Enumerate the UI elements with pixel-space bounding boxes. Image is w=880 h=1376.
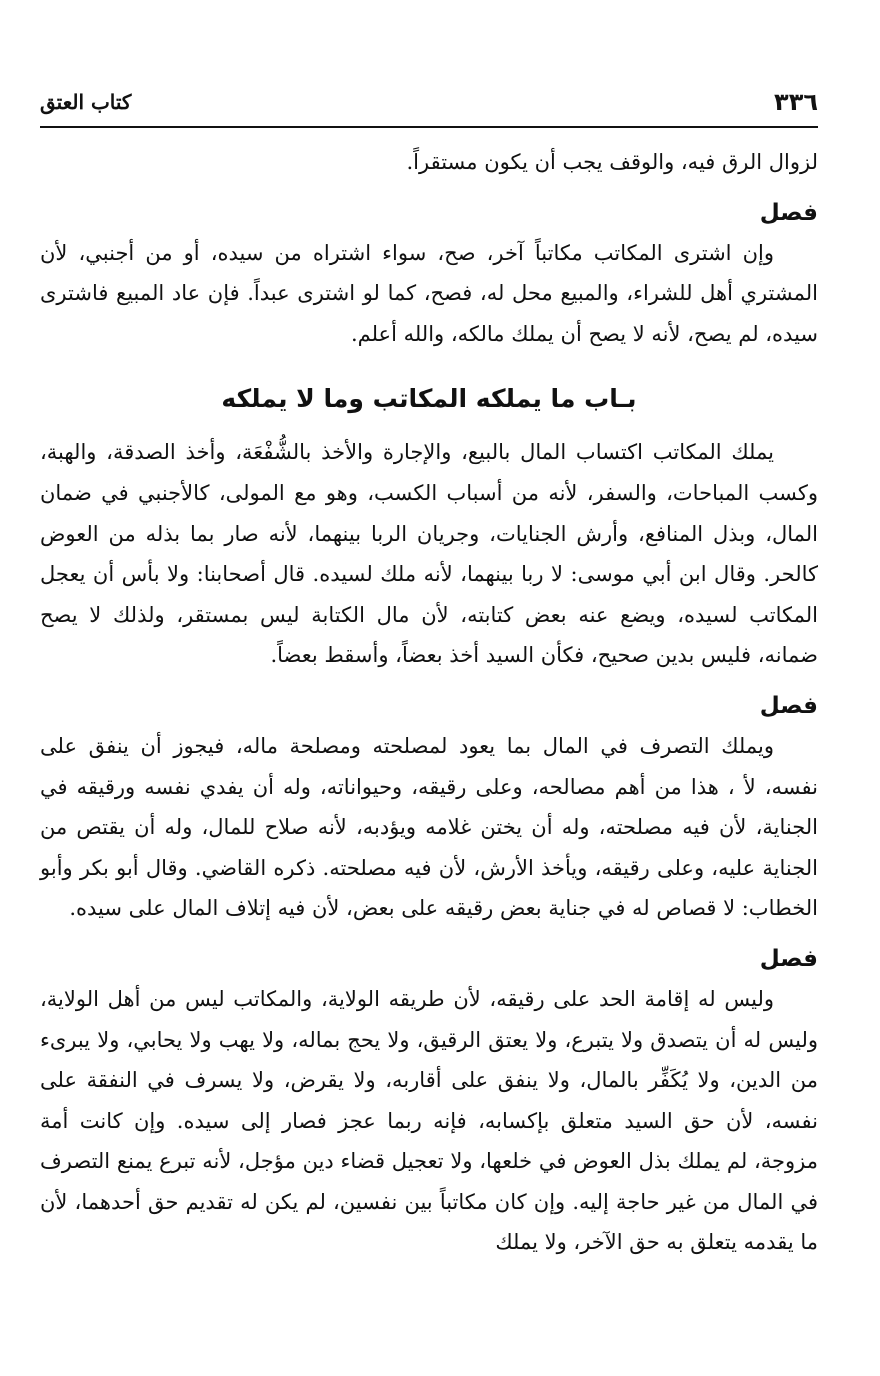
section-paragraph-3: وليس له إقامة الحد على رقيقه، لأن طريقه الولاية، والمكاتب ليس من أهل الولاية، وليس له أن يتصدق ولا يتبرع، ولا يعتق الرقيق، ولا يحج بماله، ولا يهب ولا يحابي، ولا يبرىء من الدين، ولا يُكَفِّر بالمال، ولا ينفق على أقاربه، ولا يقرض، ولا يسرف في النفقة على نفسه، لأن حق السيد متعلق بإكسابه، فإنه ربما عجز فصار إلى سيده. وإن كانت أمة مزوجة، لم يملك بذل العوض في خلعها، ولا تعجيل قضاء دين مؤجل، لأنه تبرع يمنع التصرف في المال من غير حاجة إليه. وإن كان مكاتباً بين نفسين، لم يكن له تقديم حق أحدهما، لأن ما يقدمه يتعلق به حق الآخر، ولا يملك <box>40 986 818 1255</box>
page-header <box>40 82 818 128</box>
section-paragraph-1: وإن اشترى المكاتب مكاتباً آخر، صح، سواء اشتراه من سيده، أو من أجنبي، لأن المشتري أهل للشراء، والمبيع محل له، فصح، كما لو اشترى عبداً. فإن عاد المبيع فاشترى سيده، لم يصح، لأنه لا يصح أن يملك مالكه، والله أعلم. <box>40 240 818 346</box>
chapter-title: بـاب ما يملكه المكاتب وما لا يملكه <box>221 384 637 414</box>
page-number: ٣٣٦ <box>774 88 818 116</box>
chapter-paragraph: يملك المكاتب اكتساب المال بالبيع، والإجارة والأخذ بالشُّفْعَة، وأخذ الصدقة، والهبة، وكسب المباحات، والسفر، لأنه من أسباب الكسب، وهو مع المولى، كالأجنبي في ضمان المال، وبذل المنافع، وأرش الجنايات، وجريان الربا بينهما، لأنه صار بما بذله من العوض كالحر. وقال ابن أبي موسى: لا ربا بينهما، لأنه ملك لسيده. قال أصحابنا: ولا بأس أن يعجل المكاتب لسيده، ويضع عنه بعض كتابته، لأن مال الكتابة ليس بمستقر، ولذلك لا يصح ضمانه، فليس بدين صحيح، فكأن السيد أخذ بعضاً، وأسقط بعضاً. <box>40 440 818 668</box>
section-paragraph-2: ويملك التصرف في المال بما يعود لمصلحته ومصلحة ماله، فيجوز أن ينفق على نفسه، لأ ، هذا من أهم مصالحه، وعلى رقيقه، وحيواناته، وله أن يفدي نفسه ورقيقه في الجناية، لأن فيه مصلحته، وله أن يختن غلامه ويؤدبه، لأنه صلاح للمال، وله أن يقتص من الجناية عليه، وعلى رقيقه، ويأخذ الأرش، لأن فيه مصلحته. ذكره القاضي. وقال أبو بكر وأبو الخطاب: لا قصاص له في جناية بعض رقيقه على بعض، لأن فيه إتلاف المال على سيده. <box>40 733 818 921</box>
section-heading-2: فصل <box>759 692 818 719</box>
page-body <box>40 142 818 1263</box>
intro-paragraph: لزوال الرق فيه، والوقف يجب أن يكون مستقراً. <box>406 150 818 174</box>
section-heading-3: فصل <box>759 945 818 972</box>
section-heading-1: فصل <box>759 199 818 226</box>
running-title: كتاب العتق <box>40 90 132 114</box>
